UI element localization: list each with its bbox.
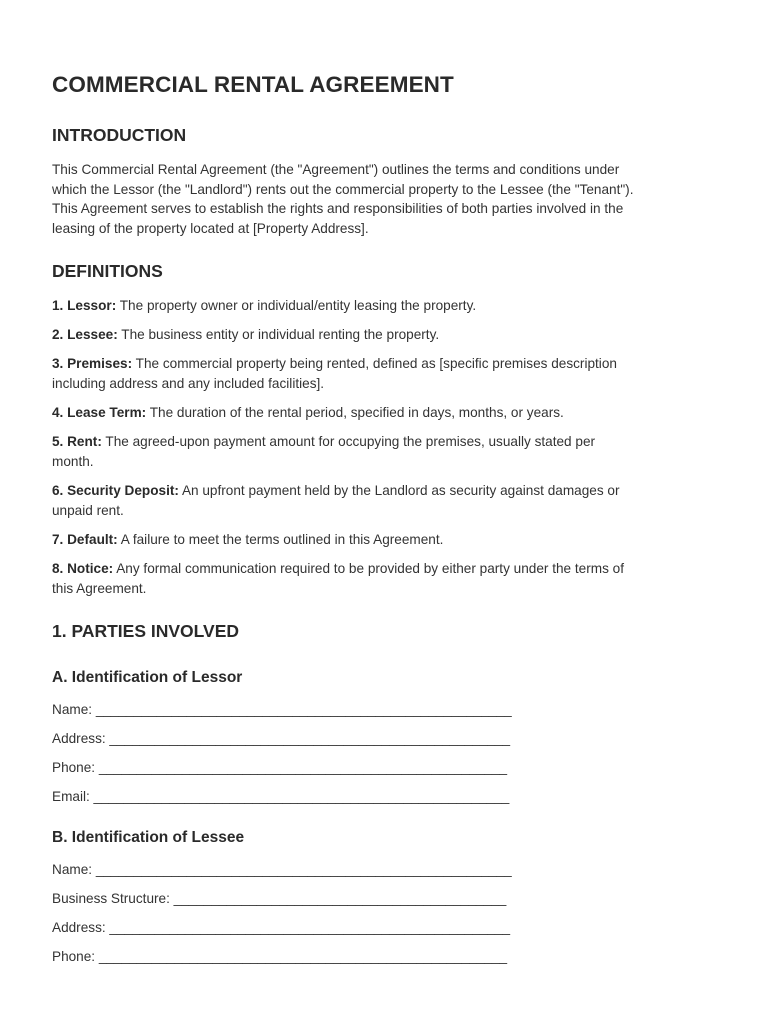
definition-text-continued: including address and any included facilities].	[52, 375, 325, 391]
definition-term: 4. Lease Term:	[52, 405, 147, 420]
definition-text-continued: this Agreement.	[52, 580, 147, 596]
definition-text: A failure to meet the terms outlined in this Agreement.	[120, 532, 444, 547]
definitions-heading: DEFINITIONS	[52, 261, 163, 281]
definition-term: 6. Security Deposit:	[52, 483, 179, 498]
lessee-phone-field[interactable]: Phone: ______________________________________________________	[52, 949, 508, 964]
lessee-address-field[interactable]: Address: _____________________________________________________	[52, 920, 511, 935]
definition-item	[52, 559, 742, 598]
definition-item	[52, 432, 742, 471]
definition-text: An upfront payment held by the Landlord as security against damages or	[181, 483, 620, 498]
introduction-line: leasing of the property located at [Property Address].	[52, 220, 369, 236]
document-title: COMMERCIAL RENTAL AGREEMENT	[52, 72, 454, 97]
parties-heading: 1. PARTIES INVOLVED	[52, 621, 240, 641]
lessor-address-field[interactable]: Address: _____________________________________________________	[52, 731, 511, 746]
definition-term: 8. Notice:	[52, 561, 114, 576]
lessor-heading: A. Identification of Lessor	[52, 669, 243, 686]
definition-text: The commercial property being rented, defined as [specific premises description	[135, 356, 617, 371]
definition-item	[52, 403, 564, 423]
lessee-business-structure-field[interactable]: Business Structure: ____________________________________________	[52, 891, 507, 906]
introduction-paragraph	[52, 160, 742, 238]
definition-item	[52, 530, 443, 550]
definition-term: 3. Premises:	[52, 356, 133, 371]
lessor-phone-field[interactable]: Phone: ______________________________________________________	[52, 760, 508, 775]
definition-term: 7. Default:	[52, 532, 118, 547]
definition-text: The agreed-upon payment amount for occupying the premises, usually stated per	[105, 434, 596, 449]
definition-text: The business entity or individual renting the property.	[121, 327, 440, 342]
definition-text: Any formal communication required to be provided by either party under the terms of	[116, 561, 624, 576]
definition-term: 2. Lessee:	[52, 327, 118, 342]
lessee-heading: B. Identification of Lessee	[52, 829, 245, 846]
definition-term: 1. Lessor:	[52, 298, 117, 313]
definition-term: 5. Rent:	[52, 434, 102, 449]
definition-text-continued: month.	[52, 453, 94, 469]
lessor-email-field[interactable]: Email: _______________________________________________________	[52, 789, 510, 804]
introduction-line: which the Lessor (the "Landlord") rents out the commercial property to the Lessee (the "Tenant").	[52, 181, 634, 197]
definition-item	[52, 325, 439, 345]
definition-text: The property owner or individual/entity leasing the property.	[119, 298, 477, 313]
introduction-heading: INTRODUCTION	[52, 125, 187, 145]
definition-text: The duration of the rental period, specified in days, months, or years.	[149, 405, 564, 420]
lessee-name-field[interactable]: Name: _______________________________________________________	[52, 862, 512, 877]
definition-text-continued: unpaid rent.	[52, 502, 124, 518]
introduction-line: This Commercial Rental Agreement (the "Agreement") outlines the terms and conditions under	[52, 162, 620, 177]
definition-item	[52, 354, 742, 393]
definition-item	[52, 296, 476, 316]
lessor-name-field[interactable]: Name: _______________________________________________________	[52, 702, 512, 717]
definition-item	[52, 481, 742, 520]
introduction-line: This Agreement serves to establish the rights and responsibilities of both parties involved in the	[52, 201, 624, 217]
